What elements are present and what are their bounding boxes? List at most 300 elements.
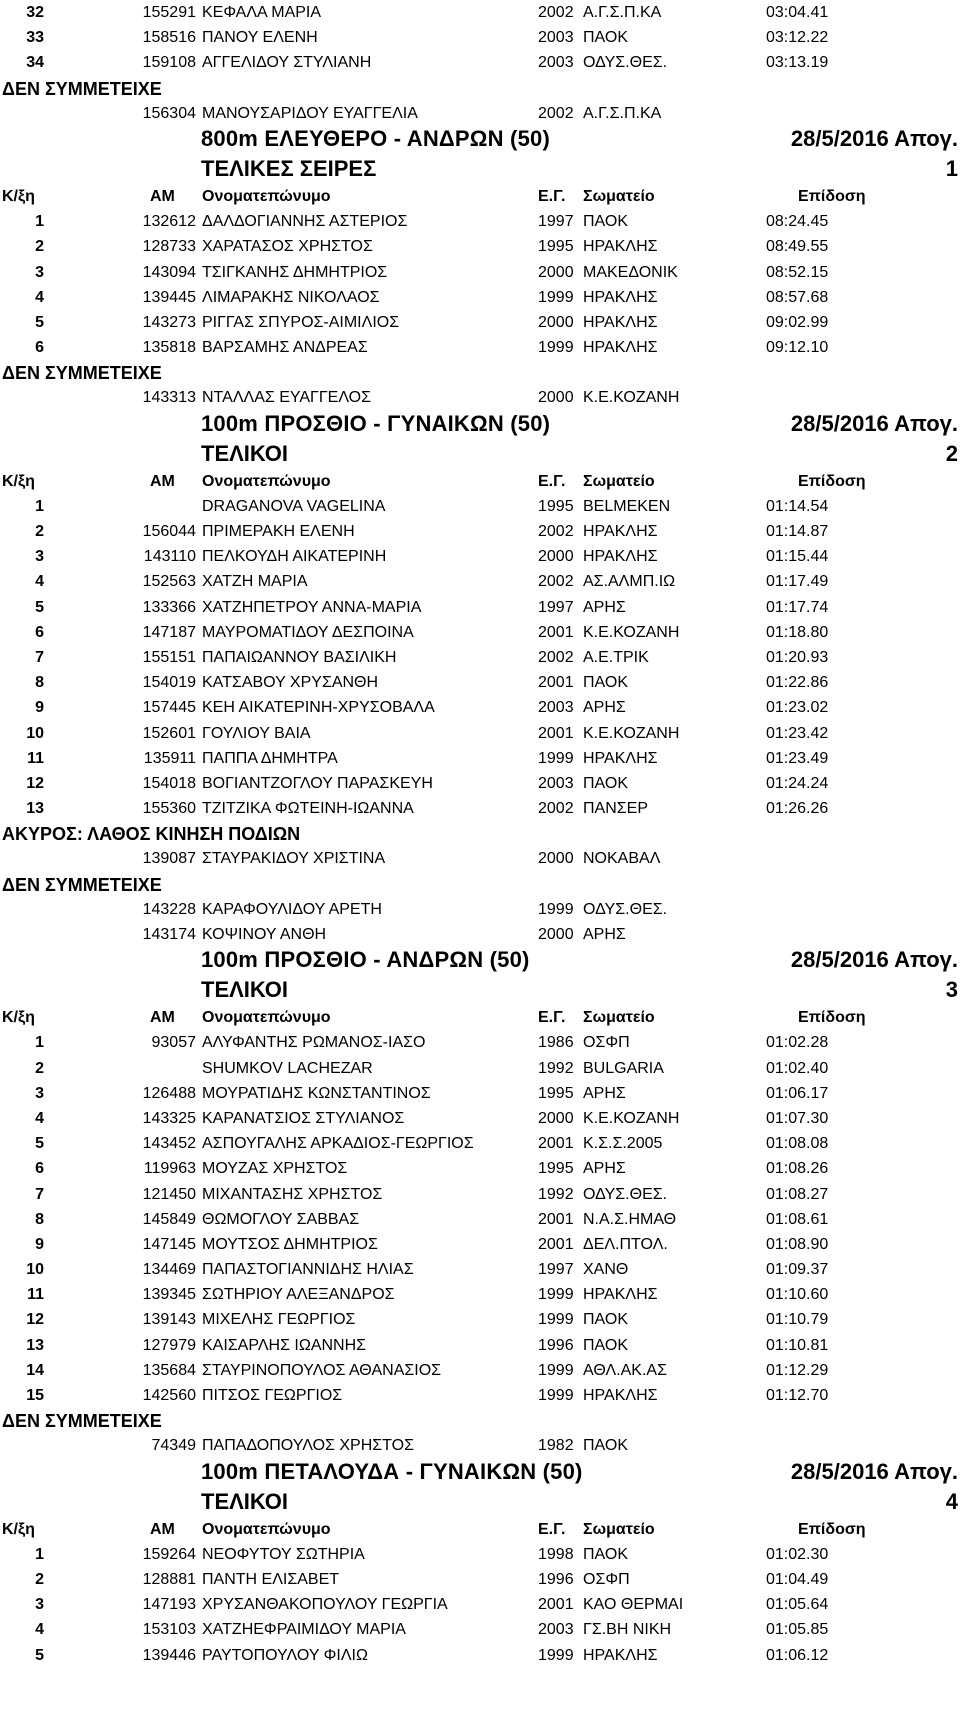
event-date: 28/5/2016 Απογ. — [790, 410, 958, 436]
result-time: 01:14.87 — [766, 523, 829, 540]
result-row — [0, 771, 960, 796]
result-row — [0, 1207, 960, 1232]
result-row — [0, 1643, 960, 1668]
result-row — [0, 897, 960, 922]
result-am: 135911 — [143, 749, 196, 767]
result-row — [0, 1030, 960, 1055]
result-yr: 1997 — [538, 1261, 574, 1279]
result-club: Ν.Α.Σ.ΗΜΑΘ — [583, 1210, 677, 1228]
result-yr: 2001 — [538, 1135, 574, 1153]
event-round: ΤΕΛΙΚΟΙ — [201, 1488, 289, 1514]
event-title: 100m ΠΡΟΣΘΙΟ - ΑΝΔΡΩΝ (50) — [201, 947, 530, 973]
result-pos: 12 — [26, 1311, 44, 1329]
result-am: 143273 — [142, 313, 196, 331]
result-club: ΧΑΝΘ — [583, 1261, 629, 1279]
result-club: ΠΑΟΚ — [583, 213, 629, 231]
result-club: BELMEKEN — [583, 497, 671, 515]
result-row — [0, 1081, 960, 1106]
result-club: BULGARIA — [583, 1059, 664, 1077]
event-number: 1 — [945, 155, 958, 181]
result-am: 155151 — [142, 648, 196, 666]
result-name: ΠΑΠΑΣΤΟΓΙΑΝΝΙΔΗΣ ΗΛΙΑΣ — [202, 1261, 414, 1279]
header-name: Ονοματεπώνυμο — [202, 472, 331, 490]
event-round-row — [0, 441, 960, 469]
result-club: ΟΣΦΠ — [583, 1570, 630, 1588]
result-time: 01:23.02 — [766, 699, 829, 717]
result-club: Κ.Σ.Σ.2005 — [583, 1135, 663, 1153]
result-club: ΗΡΑΚΛΗΣ — [583, 1646, 658, 1664]
header-yr: Ε.Γ. — [538, 1009, 566, 1027]
result-club: ΗΡΑΚΛΗΣ — [583, 1286, 658, 1304]
result-club: ΠΑΟΚ — [583, 1545, 629, 1563]
result-time: 08:49.55 — [766, 238, 829, 256]
result-yr: 2001 — [538, 1210, 574, 1228]
result-pos: 10 — [26, 724, 44, 742]
result-time: 01:17.49 — [766, 573, 829, 591]
header-time: Επίδοση — [798, 187, 866, 205]
result-row — [0, 1358, 960, 1383]
result-time: 01:12.29 — [766, 1361, 829, 1379]
result-club: Α.Ε.ΤΡΙΚ — [583, 648, 649, 666]
result-time: 03:04.41 — [766, 4, 829, 21]
header-yr: Ε.Γ. — [538, 472, 566, 490]
result-time: 01:22.86 — [766, 674, 829, 692]
result-pos: 3 — [35, 1084, 44, 1102]
result-pos: 4 — [35, 573, 44, 591]
result-club: ΗΡΑΚΛΗΣ — [583, 749, 658, 767]
result-yr: 1995 — [538, 1160, 574, 1178]
result-pos: 15 — [26, 1387, 44, 1404]
result-club: ΠΑΝΣΕΡ — [583, 800, 649, 818]
result-row — [0, 620, 960, 645]
result-row — [0, 846, 960, 871]
result-pos: 34 — [26, 54, 44, 72]
result-am: 143452 — [142, 1135, 196, 1153]
result-name: ΡΑΥΤΟΠΟΥΛΟΥ ΦΙΛΙΩ — [202, 1646, 368, 1664]
result-name: ΡΙΓΓΑΣ ΣΠΥΡΟΣ-ΑΙΜΙΛΙΟΣ — [202, 313, 400, 331]
result-name: ΑΛΥΦΑΝΤΗΣ ΡΩΜΑΝΟΣ-ΙΑΣΟ — [202, 1034, 426, 1052]
result-am: 139143 — [142, 1311, 196, 1329]
result-time: 03:12.22 — [766, 29, 829, 47]
result-club: ΝΟΚΑΒΑΛ — [583, 850, 661, 868]
result-row — [0, 25, 960, 50]
result-yr: 2002 — [538, 800, 574, 818]
result-club: ΗΡΑΚΛΗΣ — [583, 238, 658, 256]
result-time: 08:57.68 — [766, 288, 829, 306]
result-yr: 2002 — [538, 573, 574, 591]
result-pos: 8 — [35, 1210, 44, 1228]
result-name: ΚΑΡΑΦΟΥΛΙΔΟΥ ΑΡΕΤΗ — [202, 900, 382, 918]
result-name: ΠΑΠΑΔΟΠΟΥΛΟΣ ΧΡΗΣΤΟΣ — [202, 1437, 414, 1455]
result-am: 74349 — [151, 1437, 196, 1455]
result-name: ΜΟΥΡΑΤΙΔΗΣ ΚΩΝΣΤΑΝΤΙΝΟΣ — [202, 1084, 431, 1102]
result-yr: 2001 — [538, 1596, 574, 1614]
result-club: ΔΕΛ.ΠΤΟΛ. — [583, 1235, 668, 1253]
result-row — [0, 1282, 960, 1307]
header-time: Επίδοση — [798, 1520, 866, 1538]
result-yr: 2000 — [538, 926, 574, 943]
result-time: 01:04.49 — [766, 1570, 829, 1588]
result-name: ΑΓΓΕΛΙΔΟΥ ΣΤΥΛΙΑΝΗ — [202, 54, 372, 72]
result-am: 132612 — [142, 213, 196, 231]
result-row — [0, 310, 960, 335]
result-name: ΧΑΤΖΗΕΦΡΑΙΜΙΔΟΥ ΜΑΡΙΑ — [202, 1621, 406, 1639]
result-time: 01:08.08 — [766, 1135, 829, 1153]
result-am: 133366 — [142, 598, 196, 616]
result-pos: 4 — [35, 1621, 44, 1639]
result-yr: 1995 — [538, 1084, 574, 1102]
event-round-row — [0, 156, 960, 184]
result-row — [0, 50, 960, 75]
result-yr: 2002 — [538, 104, 574, 122]
event-title-row — [0, 411, 960, 441]
result-row — [0, 595, 960, 620]
result-row — [0, 922, 960, 947]
result-yr: 1982 — [538, 1437, 574, 1455]
result-row — [0, 1131, 960, 1156]
result-yr: 2003 — [538, 774, 574, 792]
result-time: 01:15.44 — [766, 548, 829, 566]
event-date: 28/5/2016 Απογ. — [790, 125, 958, 151]
header-club: Σωματείο — [583, 1009, 655, 1027]
header-club: Σωματείο — [583, 472, 655, 490]
result-name: ΚΕΗ ΑΙΚΑΤΕΡΙΝΗ-ΧΡΥΣΟΒΑΛΑ — [202, 699, 435, 717]
result-am: 142560 — [142, 1387, 196, 1404]
result-yr: 2002 — [538, 523, 574, 540]
result-name: ΒΑΡΣΑΜΗΣ ΑΝΔΡΕΑΣ — [202, 339, 368, 357]
result-time: 01:02.40 — [766, 1059, 829, 1077]
result-am: 145849 — [142, 1210, 196, 1228]
result-time: 08:52.15 — [766, 263, 829, 281]
result-name: ΤΣΙΓΚΑΝΗΣ ΔΗΜΗΤΡΙΟΣ — [202, 263, 388, 281]
result-row — [0, 569, 960, 594]
result-am: 143110 — [143, 548, 196, 566]
result-am: 139446 — [142, 1646, 196, 1664]
result-yr: 2003 — [538, 29, 574, 47]
result-time: 03:13.19 — [766, 54, 829, 72]
result-pos: 5 — [35, 1646, 44, 1664]
result-row — [0, 101, 960, 126]
result-name: ΓΟΥΛΙΟΥ ΒΑΙΑ — [202, 724, 311, 742]
result-am: 147145 — [142, 1235, 196, 1253]
result-club: ΠΑΟΚ — [583, 774, 629, 792]
result-time: 01:09.37 — [766, 1261, 829, 1279]
result-am: 155291 — [142, 4, 196, 21]
result-club: Κ.Ε.ΚΟΖΑΝΗ — [583, 389, 680, 407]
result-name: ΤΖΙΤΖΙΚΑ ΦΩΤΕΙΝΗ-ΙΩΑΝΝΑ — [202, 800, 414, 818]
result-pos: 5 — [35, 313, 44, 331]
result-pos: 32 — [26, 4, 44, 21]
result-row — [0, 335, 960, 360]
result-am: 139345 — [142, 1286, 196, 1304]
result-time: 01:06.12 — [766, 1646, 829, 1664]
result-am: 119963 — [143, 1160, 196, 1178]
result-name: ΧΡΥΣΑΝΘΑΚΟΠΟΥΛΟΥ ΓΕΩΡΓΙΑ — [202, 1596, 448, 1614]
result-name: ΘΩΜΟΓΛΟΥ ΣΑΒΒΑΣ — [202, 1210, 360, 1228]
result-pos: 6 — [35, 1160, 44, 1178]
result-club: ΟΔΥΣ.ΘΕΣ. — [583, 900, 668, 918]
result-club: ΠΑΟΚ — [583, 29, 629, 47]
result-club: Κ.Ε.ΚΟΖΑΝΗ — [583, 623, 680, 641]
result-row — [0, 1307, 960, 1332]
result-yr: 1999 — [538, 339, 574, 357]
result-pos: 2 — [35, 523, 44, 540]
result-name: SHUMKOV LACHEZAR — [202, 1059, 373, 1077]
header-pos: Κ/ξη — [2, 472, 35, 490]
result-am: 159264 — [142, 1545, 196, 1563]
result-row — [0, 544, 960, 569]
result-club: ΟΔΥΣ.ΘΕΣ. — [583, 1185, 668, 1203]
result-club: ΠΑΟΚ — [583, 1336, 629, 1354]
result-am: 156044 — [142, 523, 196, 540]
result-club: ΓΣ.ΒΗ ΝΙΚΗ — [583, 1621, 672, 1639]
result-club: ΗΡΑΚΛΗΣ — [583, 288, 658, 306]
result-time: 01:08.90 — [766, 1235, 829, 1253]
result-yr: 2002 — [538, 4, 574, 21]
result-yr: 2001 — [538, 724, 574, 742]
result-club: ΑΡΗΣ — [583, 1160, 626, 1178]
result-row — [0, 1106, 960, 1131]
result-name: ΜΑΝΟΥΣΑΡΙΔΟΥ ΕΥΑΓΓΕΛΙΑ — [202, 104, 418, 122]
result-yr: 1999 — [538, 1286, 574, 1304]
result-am: 156304 — [142, 104, 196, 122]
result-time: 08:24.45 — [766, 213, 829, 231]
status-note-row — [0, 76, 960, 101]
event-title-row — [0, 126, 960, 156]
status-note-row — [0, 360, 960, 385]
result-row — [0, 260, 960, 285]
result-name: DRAGANOVA VAGELINA — [202, 497, 386, 515]
event-round-row — [0, 1489, 960, 1517]
result-am: 126488 — [142, 1084, 196, 1102]
event-round: ΤΕΛΙΚΟΙ — [201, 977, 289, 1003]
result-club: ΗΡΑΚΛΗΣ — [583, 1387, 658, 1404]
event-number: 4 — [945, 1488, 958, 1514]
result-club: Κ.Ε.ΚΟΖΑΝΗ — [583, 1109, 680, 1127]
result-yr: 1999 — [538, 1387, 574, 1404]
result-time: 09:12.10 — [766, 339, 829, 357]
result-row — [0, 209, 960, 234]
result-am: 155360 — [142, 800, 196, 818]
event-round-row — [0, 977, 960, 1005]
result-row — [0, 1056, 960, 1081]
event-date: 28/5/2016 Απογ. — [790, 1458, 958, 1484]
result-yr: 1999 — [538, 1311, 574, 1329]
result-time: 01:05.85 — [766, 1621, 829, 1639]
result-name: ΚΟΨΙΝΟΥ ΑΝΘΗ — [202, 926, 327, 943]
result-am: 158516 — [142, 29, 196, 47]
result-yr: 1999 — [538, 900, 574, 918]
result-am: 143313 — [142, 389, 196, 407]
result-pos: 2 — [35, 1570, 44, 1588]
result-am: 152563 — [142, 573, 196, 591]
result-row — [0, 721, 960, 746]
result-am: 143094 — [142, 263, 196, 281]
header-am: ΑΜ — [150, 472, 175, 490]
result-row — [0, 519, 960, 544]
result-yr: 2003 — [538, 54, 574, 72]
result-pos: 6 — [35, 339, 44, 357]
result-row — [0, 1333, 960, 1358]
result-am: 93057 — [151, 1034, 196, 1052]
result-yr: 2000 — [538, 389, 574, 407]
result-club: ΠΑΟΚ — [583, 1437, 629, 1455]
header-yr: Ε.Γ. — [538, 1520, 566, 1538]
result-am: 147193 — [142, 1596, 196, 1614]
result-am: 135684 — [142, 1361, 196, 1379]
result-name: ΠΕΛΚΟΥΔΗ ΑΙΚΑΤΕΡΙΝΗ — [202, 548, 387, 566]
event-title: 800m ΕΛΕΥΘΕΡΟ - ΑΝΔΡΩΝ (50) — [201, 125, 550, 151]
result-row — [0, 645, 960, 670]
result-time: 09:02.99 — [766, 313, 829, 331]
result-pos: 4 — [35, 288, 44, 306]
event-title: 100m ΠΕΤΑΛΟΥΔΑ - ΓΥΝΑΙΚΩΝ (50) — [201, 1458, 583, 1484]
result-yr: 1996 — [538, 1336, 574, 1354]
result-time: 01:08.61 — [766, 1210, 829, 1228]
result-yr: 1992 — [538, 1059, 574, 1077]
result-club: ΑΡΗΣ — [583, 1084, 626, 1102]
result-name: ΠΑΠΠΑ ΔΗΜΗΤΡΑ — [202, 749, 338, 767]
result-pos: 8 — [35, 674, 44, 692]
result-pos: 2 — [35, 1059, 44, 1077]
result-name: ΧΑΡΑΤΑΣΟΣ ΧΡΗΣΤΟΣ — [202, 238, 373, 256]
result-pos: 33 — [26, 29, 44, 47]
result-time: 01:23.42 — [766, 724, 829, 742]
result-name: ΠΑΝΟΥ ΕΛΕΝΗ — [202, 29, 318, 47]
result-time: 01:17.74 — [766, 598, 829, 616]
result-yr: 1997 — [538, 598, 574, 616]
result-yr: 2002 — [538, 648, 574, 666]
result-name: ΜΑΥΡΟΜΑΤΙΔΟΥ ΔΕΣΠΟΙΝΑ — [202, 623, 414, 641]
result-yr: 1996 — [538, 1570, 574, 1588]
header-am: ΑΜ — [150, 1520, 175, 1538]
event-number: 3 — [945, 977, 958, 1003]
result-yr: 2000 — [538, 313, 574, 331]
result-pos: 1 — [35, 1034, 44, 1052]
status-note: ΔΕΝ ΣΥΜΜΕΤΕΙΧΕ — [2, 363, 162, 384]
result-yr: 1999 — [538, 1361, 574, 1379]
header-pos: Κ/ξη — [2, 1520, 35, 1538]
result-row — [0, 494, 960, 519]
result-time: 01:06.17 — [766, 1084, 829, 1102]
result-name: ΠΑΠΑΙΩΑΝΝΟΥ ΒΑΣΙΛΙΚΗ — [202, 648, 397, 666]
result-club: ΑΡΗΣ — [583, 699, 626, 717]
event-number: 2 — [945, 440, 958, 466]
result-pos: 12 — [26, 774, 44, 792]
result-name: ΜΟΥΖΑΣ ΧΡΗΣΤΟΣ — [202, 1160, 348, 1178]
result-row — [0, 1433, 960, 1458]
event-date: 28/5/2016 Απογ. — [790, 947, 958, 973]
status-note-row — [0, 821, 960, 846]
result-name: ΠΙΤΣΟΣ ΓΕΩΡΓΙΟΣ — [202, 1387, 343, 1404]
header-club: Σωματείο — [583, 187, 655, 205]
result-pos: 13 — [26, 800, 44, 818]
result-club: ΑΣ.ΑΛΜΠ.ΙΩ — [583, 573, 676, 591]
result-time: 01:26.26 — [766, 800, 829, 818]
result-time: 01:08.26 — [766, 1160, 829, 1178]
result-pos: 7 — [35, 1185, 44, 1203]
result-pos: 1 — [35, 1545, 44, 1563]
result-yr: 2000 — [538, 1109, 574, 1127]
event-round: ΤΕΛΙΚΕΣ ΣΕΙΡΕΣ — [201, 155, 377, 181]
result-row — [0, 670, 960, 695]
result-name: ΒΟΓΙΑΝΤΖΟΓΛΟΥ ΠΑΡΑΣΚΕΥΗ — [202, 774, 433, 792]
result-name: ΑΣΠΟΥΓΑΛΗΣ ΑΡΚΑΔΙΟΣ-ΓΕΩΡΓΙΟΣ — [202, 1135, 474, 1153]
result-am: 139445 — [142, 288, 196, 306]
result-name: ΧΑΤΖΗ ΜΑΡΙΑ — [202, 573, 308, 591]
result-club: ΚΑΟ ΘΕΡΜΑΙ — [583, 1596, 684, 1614]
result-pos: 14 — [26, 1361, 44, 1379]
result-time: 01:14.54 — [766, 497, 829, 515]
result-name: ΝΤΑΛΛΑΣ ΕΥΑΓΓΕΛΟΣ — [202, 389, 372, 407]
result-name: ΚΑΙΣΑΡΛΗΣ ΙΩΑΝΝΗΣ — [202, 1336, 367, 1354]
result-time: 01:18.80 — [766, 623, 829, 641]
result-row — [0, 385, 960, 410]
status-note-row — [0, 1408, 960, 1433]
result-am: 154018 — [142, 774, 196, 792]
result-name: ΧΑΤΖΗΠΕΤΡΟΥ ΑΝΝΑ-ΜΑΡΙΑ — [202, 598, 422, 616]
result-time: 01:05.64 — [766, 1596, 829, 1614]
result-pos: 3 — [35, 1596, 44, 1614]
result-row — [0, 0, 960, 25]
result-time: 01:07.30 — [766, 1109, 829, 1127]
result-pos: 5 — [35, 598, 44, 616]
result-yr: 2001 — [538, 674, 574, 692]
result-row — [0, 695, 960, 720]
result-row — [0, 1617, 960, 1642]
result-club: ΑΘΛ.ΑΚ.ΑΣ — [583, 1361, 667, 1379]
result-yr: 1998 — [538, 1545, 574, 1563]
result-yr: 2000 — [538, 850, 574, 868]
result-am: 152601 — [142, 724, 196, 742]
result-am: 128881 — [142, 1570, 196, 1588]
result-am: 139087 — [142, 850, 196, 868]
result-row — [0, 1383, 960, 1408]
status-note: ΑΚΥΡΟΣ: ΛΑΘΟΣ ΚΙΝΗΣΗ ΠΟΔΙΩΝ — [2, 824, 301, 845]
result-yr: 2001 — [538, 623, 574, 641]
status-note: ΔΕΝ ΣΥΜΜΕΤΕΙΧΕ — [2, 1411, 162, 1432]
result-time: 01:08.27 — [766, 1185, 829, 1203]
status-note-row — [0, 872, 960, 897]
result-pos: 11 — [27, 1286, 44, 1304]
event-title: 100m ΠΡΟΣΘΙΟ - ΓΥΝΑΙΚΩΝ (50) — [201, 410, 551, 436]
result-am: 134469 — [142, 1261, 196, 1279]
column-header-row — [0, 469, 960, 494]
result-yr: 2003 — [538, 1621, 574, 1639]
header-time: Επίδοση — [798, 472, 866, 490]
result-name: ΣΤΑΥΡΑΚΙΔΟΥ ΧΡΙΣΤΙΝΑ — [202, 850, 386, 868]
header-name: Ονοματεπώνυμο — [202, 1520, 331, 1538]
result-yr: 1997 — [538, 213, 574, 231]
result-time: 01:02.28 — [766, 1034, 829, 1052]
event-title-row — [0, 1459, 960, 1489]
result-pos: 4 — [35, 1109, 44, 1127]
result-time: 01:24.24 — [766, 774, 829, 792]
result-row — [0, 1567, 960, 1592]
result-yr: 2000 — [538, 548, 574, 566]
result-am: 153103 — [142, 1621, 196, 1639]
result-time: 01:23.49 — [766, 749, 829, 767]
result-yr: 1995 — [538, 497, 574, 515]
result-time: 01:10.60 — [766, 1286, 829, 1304]
result-row — [0, 234, 960, 259]
result-club: ΗΡΑΚΛΗΣ — [583, 339, 658, 357]
result-row — [0, 1182, 960, 1207]
header-am: ΑΜ — [150, 1009, 175, 1027]
result-name: ΝΕΟΦΥΤΟΥ ΣΩΤΗΡΙΑ — [202, 1545, 365, 1563]
header-time: Επίδοση — [798, 1009, 866, 1027]
result-name: ΜΙΧΑΝΤΑΣΗΣ ΧΡΗΣΤΟΣ — [202, 1185, 383, 1203]
